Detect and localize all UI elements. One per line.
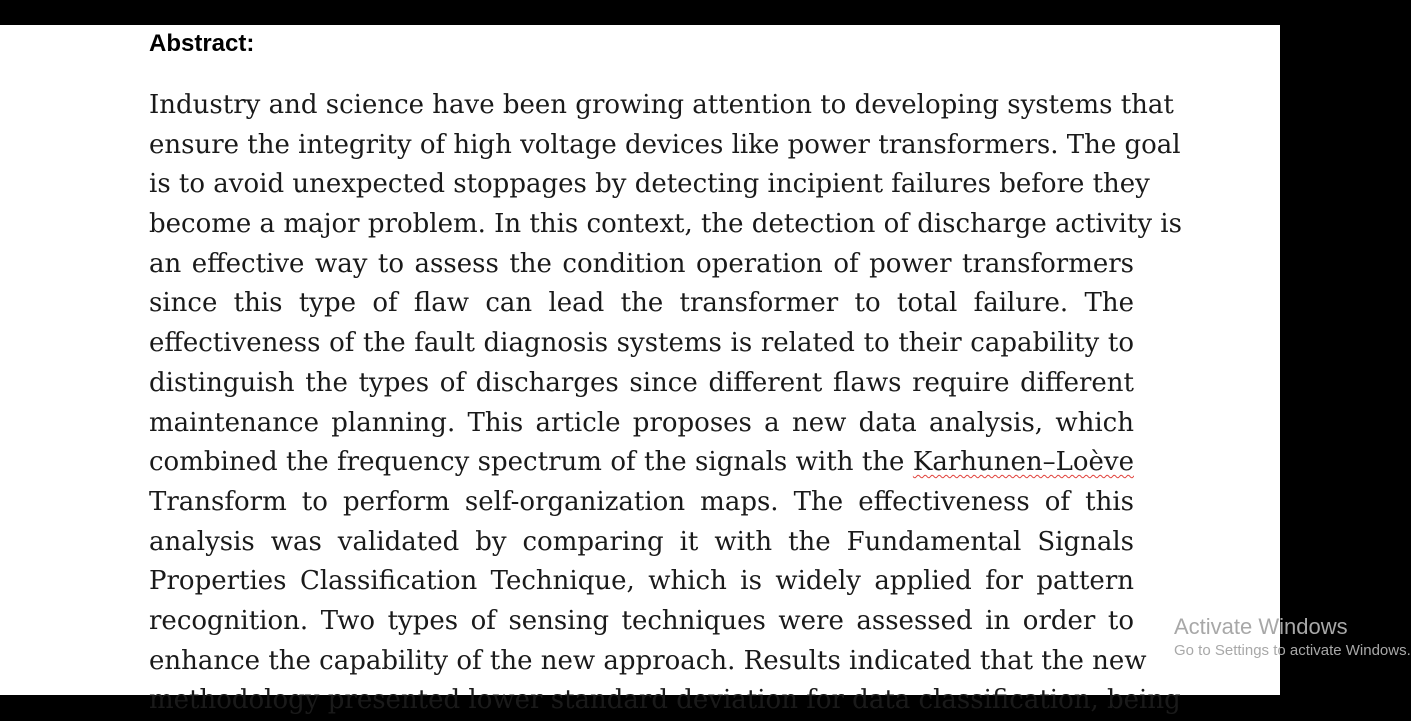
text-line: recognition. Two types of sensing techniques were assessed in order to bbox=[149, 605, 1134, 636]
text-line: Properties Classification Technique, which is widely applied for pattern bbox=[149, 566, 1134, 597]
text-line: an effective way to assess the condition operation of power transformers bbox=[149, 248, 1134, 279]
watermark-subtitle: Go to Settings to activate Windows. bbox=[1174, 642, 1411, 659]
text-line bbox=[149, 443, 1134, 483]
text-line: distinguish the types of discharges since different flaws require different bbox=[149, 367, 1134, 398]
text-line: is to avoid unexpected stoppages by detecting incipient failures before they bbox=[149, 169, 1150, 200]
text-line: ensure the integrity of high voltage devices like power transformers. The goal bbox=[149, 129, 1181, 160]
text-line: maintenance planning. This article proposes a new data analysis, which bbox=[149, 407, 1134, 438]
activation-watermark bbox=[1174, 614, 1411, 662]
text-line: analysis was validated by comparing it with the Fundamental Signals bbox=[149, 526, 1134, 557]
watermark-title: Activate Windows bbox=[1174, 614, 1348, 639]
spellcheck-flagged-word[interactable]: Karhunen–Loève bbox=[912, 447, 1134, 478]
text-line: Transform to perform self-organization maps. The effectiveness of this bbox=[149, 486, 1134, 517]
abstract-heading: Abstract: bbox=[149, 30, 255, 57]
text-line: effectiveness of the fault diagnosis systems is related to their capability to bbox=[149, 328, 1134, 359]
text-line-part: combined the frequency spectrum of the signals with the bbox=[149, 447, 905, 478]
abstract-body[interactable] bbox=[149, 86, 1182, 721]
text-line: methodology presented lower standard deviation for data classification, being bbox=[149, 685, 1181, 716]
text-line: Industry and science have been growing attention to developing systems that bbox=[149, 90, 1174, 120]
text-line: since this type of flaw can lead the transformer to total failure. The bbox=[149, 288, 1134, 319]
text-line: become a major problem. In this context, the detection of discharge activity is bbox=[149, 209, 1182, 240]
text-line: enhance the capability of the new approach. Results indicated that the new bbox=[149, 645, 1147, 676]
document-page[interactable] bbox=[0, 25, 1280, 716]
